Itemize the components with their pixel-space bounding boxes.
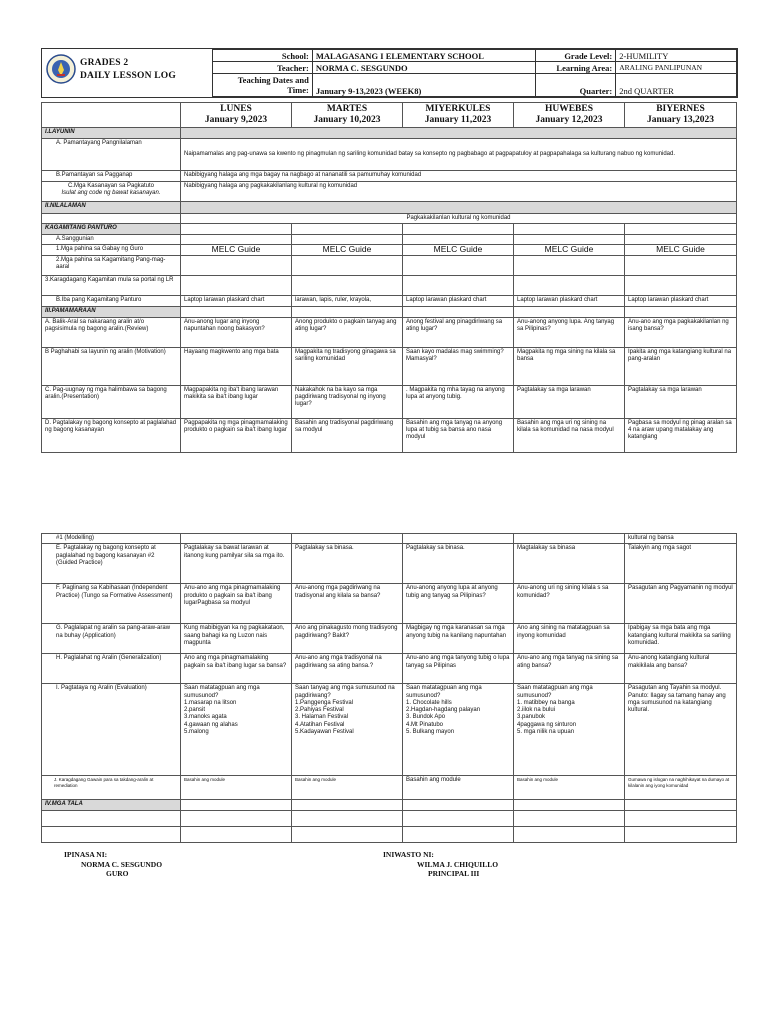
empty-cell	[403, 306, 514, 317]
empty-cell	[403, 800, 514, 810]
empty-cell	[625, 234, 737, 244]
cell: Anu-anong lugar ang inyong napuntahan noong bakasyon?	[181, 317, 292, 347]
cell: Talakyin ang mga sagot	[625, 544, 737, 584]
cell: Ano ang mga pinagmamalaking pagkain sa iba't ibang lugar sa bansa?	[181, 654, 292, 684]
section-layunin: I.LAYUNIN	[42, 128, 181, 139]
cell: Anu-ano ang mga tradisyonal na pagdiriwang sa ating bansa.?	[292, 654, 403, 684]
pamantayang-pangnilalaman-text: Naipamamalas ang pag-unawa sa kwento ng pinagmulan ng sariling komunidad batay sa konsepto ng pagbabago at pagpapatuloy at pagpapahalaga sa kulturang nabuo ng komunidad.	[181, 139, 737, 171]
cell: Saan matatagpuan ang mga sumusunod? 1.masarap na litson 2.pansit 3.manoks agata 4.gawaan ng alahas 5.malong	[181, 684, 292, 776]
section-pamamaraan: III.PAMAMARAAN	[42, 306, 181, 317]
cell: Anu-ano ang mga tanyong tubig o lupa tanyag sa Pilipinas	[403, 654, 514, 684]
day-header-row	[42, 103, 737, 128]
empty-cell	[292, 255, 403, 275]
cell: Anu-ano ang mga tanyag na sining sa ating bansa?	[514, 654, 625, 684]
cell: Pagtalakay sa mga larawan	[514, 385, 625, 418]
empty-cell	[403, 810, 514, 826]
cell: Anu-ano ang mga pagkakakilanlan ng isang bansa?	[625, 317, 737, 347]
pamantayang-pangnilalaman-label: A. Pamantayang Pangnilalaman	[42, 139, 181, 171]
cell: Kung mabibigyan ka ng pagkakataon, saang bahagi ka ng Luzon nais magpunta	[181, 624, 292, 654]
cell: Anong festival ang pinagdiriwang sa ating lugar?	[403, 317, 514, 347]
day-name: MIYERKULES	[425, 104, 491, 114]
empty-cell	[181, 810, 292, 826]
empty-cell	[514, 255, 625, 275]
day-date: January 12,2023	[535, 115, 603, 125]
empty-cell	[292, 224, 403, 234]
principal-signature-title: PRINCIPAL III	[428, 869, 480, 878]
grade-title: GRADES 2	[80, 58, 129, 68]
kagamitan-biyernes: Laptop larawan plaskard chart	[625, 295, 737, 306]
school-value: MALAGASANG I ELEMENTARY SCHOOL	[312, 50, 536, 62]
empty-cell	[181, 826, 292, 842]
empty-cell	[42, 826, 181, 842]
empty-cell	[181, 306, 292, 317]
row-label-assignment: J. Karagdagang Gawain para sa takdang-aralin at remediation	[42, 776, 181, 800]
cell: Magbigay ng mga karanasan sa mga anyong tubig na kanilang napuntahan	[403, 624, 514, 654]
kagamitan-lunes: Laptop larawan plaskard chart	[181, 295, 292, 306]
section-nilalaman: II.NILALAMAN	[42, 202, 181, 214]
row-label-motivation: B Paghahabi sa layunin ng aralin (Motivation)	[42, 347, 181, 385]
cell: Basahin ang mga tanyag na anyong lupa at tubig sa bansa ano nasa modyul	[403, 418, 514, 452]
table-row	[42, 584, 737, 624]
table-row	[42, 654, 737, 684]
pamantayan-sa-pagganap-label: B.Pamantayan sa Pagganap	[42, 171, 181, 182]
empty-cell	[514, 826, 625, 842]
cell: Anong produkto o pagkain tanyag ang ating lugar?	[292, 317, 403, 347]
cell: Anu-ano ang mga pinagmamalaking produkto o pagkain sa iba't ibang lugarPagbasa sa modyul	[181, 584, 292, 624]
teacher-signature-title: GURO	[106, 869, 129, 878]
row-label-presentation: C. Pag-uugnay ng mga halimbawa sa bagong aralin.(Presentation)	[42, 385, 181, 418]
dates-value: January 9-13,2023 (WEEK8)	[312, 74, 536, 97]
empty-cell	[403, 224, 514, 234]
empty-cell	[403, 255, 514, 275]
cell: . Magpakita ng mha tayag na anyong lupa at anyong tubig.	[403, 385, 514, 418]
header-info-table	[212, 49, 737, 97]
section-kagamitan: KAGAMITANG PANTURO	[42, 224, 181, 234]
empty-cell	[514, 224, 625, 234]
melc-guide-miyerkules: MELC Guide	[403, 244, 514, 255]
row-label-independent-practice: F. Paglinang sa Kabihasaan (Independent Practice) (Tungo sa Formative Assessment)	[42, 584, 181, 624]
kasanayan-subtitle: Isulat ang code ng bawat kasanayan.	[61, 190, 161, 197]
nilalaman-spacer	[42, 214, 181, 224]
nilalaman-text: Pagkakakilanlan kultural ng komunidad	[181, 214, 737, 224]
empty-cell	[292, 800, 403, 810]
empty-cell	[403, 534, 514, 544]
cell: Pagtalakay sa binasa.	[292, 544, 403, 584]
row-label-guided-practice: E. Pagtalakay ng bagong konsepto at paglalahad ng bagong kasanayan #2 (Guided Practice)	[42, 544, 181, 584]
cell: Anu-anong uri ng sining kilala s sa komunidad?	[514, 584, 625, 624]
row-label-discussion: D. Pagtalakay ng bagong konsepto at paglalahad ng bagong kasanayan	[42, 418, 181, 452]
cell: Gumawa ng islogan na naghihikayat na dumayo at kilalanin ang iyong komunidad	[625, 776, 737, 800]
daily-lesson-log-title: DAILY LESSON LOG	[80, 71, 176, 81]
learning-area-label: Learning Area:	[536, 62, 616, 74]
day-name: BIYERNES	[656, 104, 705, 114]
grade-level-label: Grade Level:	[536, 50, 616, 62]
dates-label-line-2: Time:	[287, 85, 309, 95]
day-header-miyerkules	[403, 103, 514, 128]
pamantayan-sa-pagganap-text: Nabibigyang halaga ang mga bagay na nagbago at nananatili sa pamumuhay komunidad	[181, 171, 737, 182]
kagamitan-huwebes: Laptop larawan plaskard chart	[514, 295, 625, 306]
iba-pang-kagamitan-label: B.Iba pang Kagamitang Panturo	[42, 295, 181, 306]
header-block	[41, 48, 738, 98]
empty-cell	[514, 306, 625, 317]
kasanayan-label	[42, 182, 181, 202]
day-date: January 13,2023	[646, 115, 715, 125]
section-nilalaman-fill	[181, 202, 737, 214]
cell: Magpapakita ng iba't ibang larawan makikita sa iba't ibang lugar	[181, 385, 292, 418]
melc-guide-lunes: MELC Guide	[181, 244, 292, 255]
section-mga-tala: IV.MGA TALA	[42, 800, 181, 810]
table-row	[42, 418, 737, 452]
kagamitang-pang-mag-aaral-label: 2.Mga pahina sa Kagamitang Pang-mag-aaral	[42, 255, 181, 275]
sanggunian-label: A.Sanggunian	[42, 234, 181, 244]
deped-seal-icon	[46, 54, 76, 84]
day-name: LUNES	[220, 104, 252, 114]
quarter-label: Quarter:	[536, 74, 616, 97]
cell: Ipakita ang mga katangiang kultural na pang-aralan	[625, 347, 737, 385]
lesson-table-part-2	[41, 533, 737, 843]
table-row	[42, 534, 737, 544]
dates-label	[213, 74, 313, 97]
empty-cell	[403, 275, 514, 295]
melc-guide-martes: MELC Guide	[292, 244, 403, 255]
cell: Basahin ang tradisyonal pagdiriwang sa modyul	[292, 418, 403, 452]
day-header-lunes	[181, 103, 292, 128]
table-row	[42, 317, 737, 347]
day-header-huwebes	[514, 103, 625, 128]
cell: Anu-anong anyong lupa. Ang tanyag sa Pilipinas?	[514, 317, 625, 347]
cell: Pagtalakay sa bawat larawan at itanong kung pamilyar sila sa mga ito.	[181, 544, 292, 584]
day-header-martes	[292, 103, 403, 128]
day-date: January 10,2023	[313, 115, 381, 125]
empty-cell	[292, 826, 403, 842]
cell: Hayaang magkwento ang mga bata	[181, 347, 292, 385]
empty-cell	[625, 224, 737, 234]
cell: Saan matatagpuan ang mga sumusunod? 1. matibbey na banga 2.iilok na bului 3.panubok 4paggawa ng sinturon 5. mga nilik na upuan	[514, 684, 625, 776]
cell: Magtalakay sa binasa	[514, 544, 625, 584]
teacher-label: Teacher:	[213, 62, 313, 74]
cell: Saan matatagpuan ang mga sumusunod? 1. Chocolate hills 2.Hagdan-hagdang palayan 3. Bundok Apo 4.Mt Pinatubo 5. Bulkang mayon	[403, 684, 514, 776]
cell: Basahin ang module	[403, 776, 514, 800]
day-date: January 11,2023	[424, 115, 492, 125]
school-label: School:	[213, 50, 313, 62]
cell: Magpakita ng mga sining na kilala sa bansa	[514, 347, 625, 385]
principal-signature-name: WILMA J. CHIQUILLO	[417, 859, 499, 869]
teacher-value: NORMA C. SESGUNDO	[312, 62, 536, 74]
cell: Ano ang sining na matatagpuan sa inyong komunidad	[514, 624, 625, 654]
modelling-continuation: #1 (Modelling)	[42, 534, 181, 544]
learning-area-value: ARALING PANLIPUNAN	[616, 62, 737, 74]
cell: Saan tanyag ang mga sumusunod na pagdiriwang? 1.Panggenga Festival 2.Pahiyas Festival 3. Halaman Festival 4.Atatihan Festival 5.Kadayawan Festival	[292, 684, 403, 776]
empty-cell	[625, 810, 737, 826]
teacher-signature-name: NORMA C. SESGUNDO	[81, 859, 163, 869]
cell: Pagbasa sa modyul ng pinag aralan sa 4 na araw upang matalakay ang katangiang	[625, 418, 737, 452]
table-row	[42, 385, 737, 418]
empty-cell	[292, 534, 403, 544]
empty-cell	[625, 826, 737, 842]
empty-cell	[181, 234, 292, 244]
prepared-by-block	[64, 850, 162, 879]
cell: Nakakahok na ba kayo sa mga pagdiriwang tradisyonal ng inyong lugar?	[292, 385, 403, 418]
table-row	[42, 684, 737, 776]
kagamitan-miyerkules: Laptop larawan plaskard chart	[403, 295, 514, 306]
empty-cell	[514, 234, 625, 244]
empty-cell	[403, 826, 514, 842]
empty-cell	[292, 275, 403, 295]
gabay-ng-guro-label: 1.Mga pahina sa Gabay ng Guro	[42, 244, 181, 255]
empty-cell	[292, 234, 403, 244]
table-row	[42, 776, 737, 800]
prepared-by-label: IPINASA NI:	[64, 850, 108, 859]
empty-cell	[42, 810, 181, 826]
document-title	[80, 57, 176, 83]
checked-by-block	[383, 850, 498, 879]
kasanayan-title: C.Mga Kasanayan sa Pagkatuto	[67, 183, 155, 189]
empty-cell	[625, 800, 737, 810]
kagamitan-martes: larawan, lapis, ruler, krayola,	[292, 295, 403, 306]
cell: Pagpapakita ng mga pinagmamalaking produkto o pagkain sa iba't ibang lugar	[181, 418, 292, 452]
empty-cell	[514, 800, 625, 810]
empty-cell	[514, 534, 625, 544]
melc-guide-huwebes: MELC Guide	[514, 244, 625, 255]
section-layunin-fill	[181, 128, 737, 139]
table-row	[42, 347, 737, 385]
cell: Pasagutan ang Pagyamanin ng modyul	[625, 584, 737, 624]
cell: Basahin ang module	[181, 776, 292, 800]
cell: Pagtalakay sa binasa.	[403, 544, 514, 584]
empty-cell	[181, 800, 292, 810]
cell: Anu-anong anyong lupa at anyong tubig ang tanyag sa Pilipinas?	[403, 584, 514, 624]
row-label-evaluation: I. Pagtataya ng Aralin (Evaluation)	[42, 684, 181, 776]
empty-cell	[181, 224, 292, 234]
cell: Ipabigay sa mga bata ang mga katangiang kultural makikita sa sariling komunidad.	[625, 624, 737, 654]
empty-cell	[292, 306, 403, 317]
melc-guide-biyernes: MELC Guide	[625, 244, 737, 255]
checked-by-label: INIWASTO NI:	[383, 850, 434, 859]
table-row	[42, 544, 737, 584]
cell: Pasagutan ang Tayahin sa modyul. Panuto: Ilagay sa tamang hanay ang mga sumusunod na katangiang kultural.	[625, 684, 737, 776]
cell: kultural ng bansa	[625, 534, 737, 544]
day-name: HUWEBES	[544, 104, 594, 114]
empty-cell	[181, 275, 292, 295]
cell: Anu-anong katangiang kultural makikilala ang bansa?	[625, 654, 737, 684]
grade-level-value: 2-HUMILITY	[616, 50, 737, 62]
empty-cell	[181, 255, 292, 275]
row-label-generalization: H. Paglalahat ng Aralin (Generalization)	[42, 654, 181, 684]
day-header-biyernes	[625, 103, 737, 128]
empty-cell	[181, 534, 292, 544]
cell: Anu-anong mga pagdiriwang na tradisyonal ang kilala sa bansa?	[292, 584, 403, 624]
kasanayan-text: Nabibigyang halaga ang pagkakakilanlang kultural ng komunidad	[181, 182, 737, 202]
empty-cell	[625, 275, 737, 295]
day-date: January 9,2023	[204, 115, 268, 125]
cell: Basahin ang module	[292, 776, 403, 800]
cell: Ano ang pinakagusto mong tradisyong pagdiriwang? Bakit?	[292, 624, 403, 654]
table-row	[42, 624, 737, 654]
row-label-application: G. Paglalapat ng aralin sa pang-araw-araw na buhay (Application)	[42, 624, 181, 654]
cell: Magpakita ng tradisyong ginagawa sa sariling komunidad	[292, 347, 403, 385]
empty-cell	[625, 255, 737, 275]
empty-cell	[292, 810, 403, 826]
cell: Basahin ang module	[514, 776, 625, 800]
row-label-review: A. Balik-Aral sa nakaraang aralin at/o pagsisimula ng bagong aralin.(Review)	[42, 317, 181, 347]
quarter-value: 2nd QUARTER	[616, 74, 737, 97]
lesson-table-part-1	[41, 102, 737, 453]
empty-cell	[514, 810, 625, 826]
cell: Basahin ang mga uri ng sining na kilala sa komunidad na nasa modyul	[514, 418, 625, 452]
cell: Saan kayo madalas mag swimming? Mamasyal?	[403, 347, 514, 385]
empty-cell	[625, 306, 737, 317]
empty-cell	[403, 234, 514, 244]
karagdagang-kagamitan-label: 3.Karagdagang Kagamitan mula sa portal ng LR	[42, 275, 181, 295]
empty-cell	[514, 275, 625, 295]
day-name: MARTES	[326, 104, 368, 114]
corner-cell	[42, 103, 181, 128]
dates-label-line-1: Teaching Dates and	[237, 75, 309, 85]
cell: Pagtalakay sa mga larawan	[625, 385, 737, 418]
